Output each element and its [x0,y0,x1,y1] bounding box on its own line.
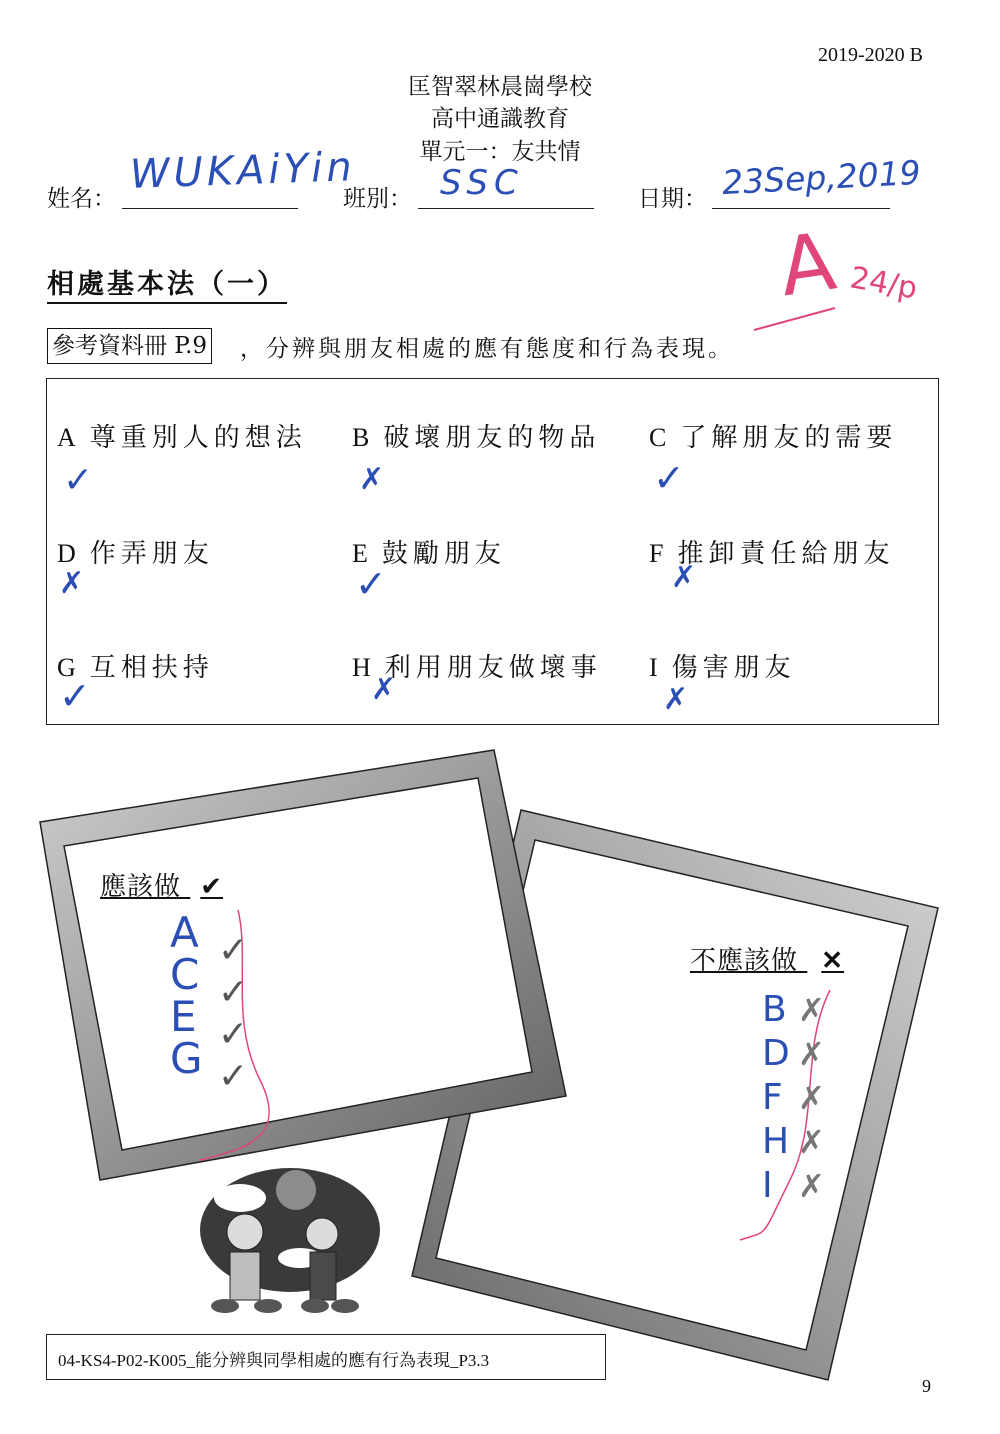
answer-cross: ✗ [798,1035,825,1073]
mark-i: ✗ [663,682,689,717]
mark-e: ✓ [355,562,387,606]
grade-score: 24/p [847,260,920,307]
class-handwriting[interactable]: SSC [440,163,524,203]
answer-letter: A [170,908,199,957]
date-label: 日期： [638,186,707,212]
school-name: 匡智翠林晨崗學校 [408,74,592,100]
option-i: I 傷害朋友 [649,653,796,683]
answer-letter: F [762,1077,783,1118]
program-name: 高中通識教育 [431,106,569,132]
class-label: 班別： [343,186,412,212]
mark-b: ✗ [359,462,385,497]
answer-letter: G [170,1034,203,1083]
option-f: F 推卸責任給朋友 [649,539,895,569]
reference-box: 參考資料冊 P.9 [47,328,212,364]
answer-check: ✓ [218,972,249,1013]
should-not-do-crosses [798,988,825,1208]
answer-cross: ✗ [798,1079,825,1117]
answer-cross: ✗ [798,991,825,1029]
unit-name: 單元一：友共情 [419,139,581,165]
mark-a: ✓ [63,460,94,501]
option-c: C 了解朋友的需要 [649,423,898,453]
mark-h: ✗ [371,672,397,707]
should-not-do-answers [762,988,790,1208]
should-do-answers [170,908,203,1083]
name-handwriting[interactable]: WUKAiYin [129,144,357,198]
answer-cross: ✗ [798,1167,825,1205]
option-d: D 作弄朋友 [57,539,214,569]
answer-letter: D [762,1033,790,1074]
option-e: E 鼓勵朋友 [352,539,506,569]
option-b: B 破壞朋友的物品 [352,423,601,453]
answer-cross: ✗ [798,1123,825,1161]
answer-letter: I [762,1165,773,1206]
should-do-label: 應該做 ✔ [100,872,224,902]
answer-letter: B [762,989,787,1030]
instruction-text: ，分辨與朋友相處的應有態度和行為表現。 [240,336,734,362]
option-g: G 互相扶持 [57,653,214,683]
year-code: 2019-2020 B [818,44,923,66]
mark-g: ✓ [59,674,91,718]
answer-check: ✓ [218,1056,249,1097]
option-h: H 利用朋友做壞事 [352,653,602,683]
date-handwriting[interactable]: 23Sep,2019 [721,152,922,203]
option-a: A 尊重別人的想法 [57,423,307,453]
mark-f: ✗ [671,560,697,595]
answer-letter: E [170,992,197,1041]
name-label: 姓名： [47,186,116,212]
should-do-checks [218,930,248,1098]
mark-c: ✓ [653,456,685,500]
document-code: 04-KS4-P02-K005_能分辨與同學相處的應有行為表現_P3.3 [58,1351,490,1370]
answer-letter: H [762,1121,790,1162]
answer-letter: C [170,950,200,999]
grade-letter: A [773,214,841,315]
check-icon: ✔ [200,872,224,902]
page-number: 9 [922,1376,931,1396]
answer-check: ✓ [218,1014,249,1055]
cartoon-illustration [200,1168,380,1313]
cross-icon: ✕ [821,946,845,976]
answer-check: ✓ [218,930,249,971]
mark-d: ✗ [59,566,85,601]
page-title: 相處基本法（一） [47,262,287,304]
should-not-do-label: 不應該做 ✕ [690,946,845,976]
